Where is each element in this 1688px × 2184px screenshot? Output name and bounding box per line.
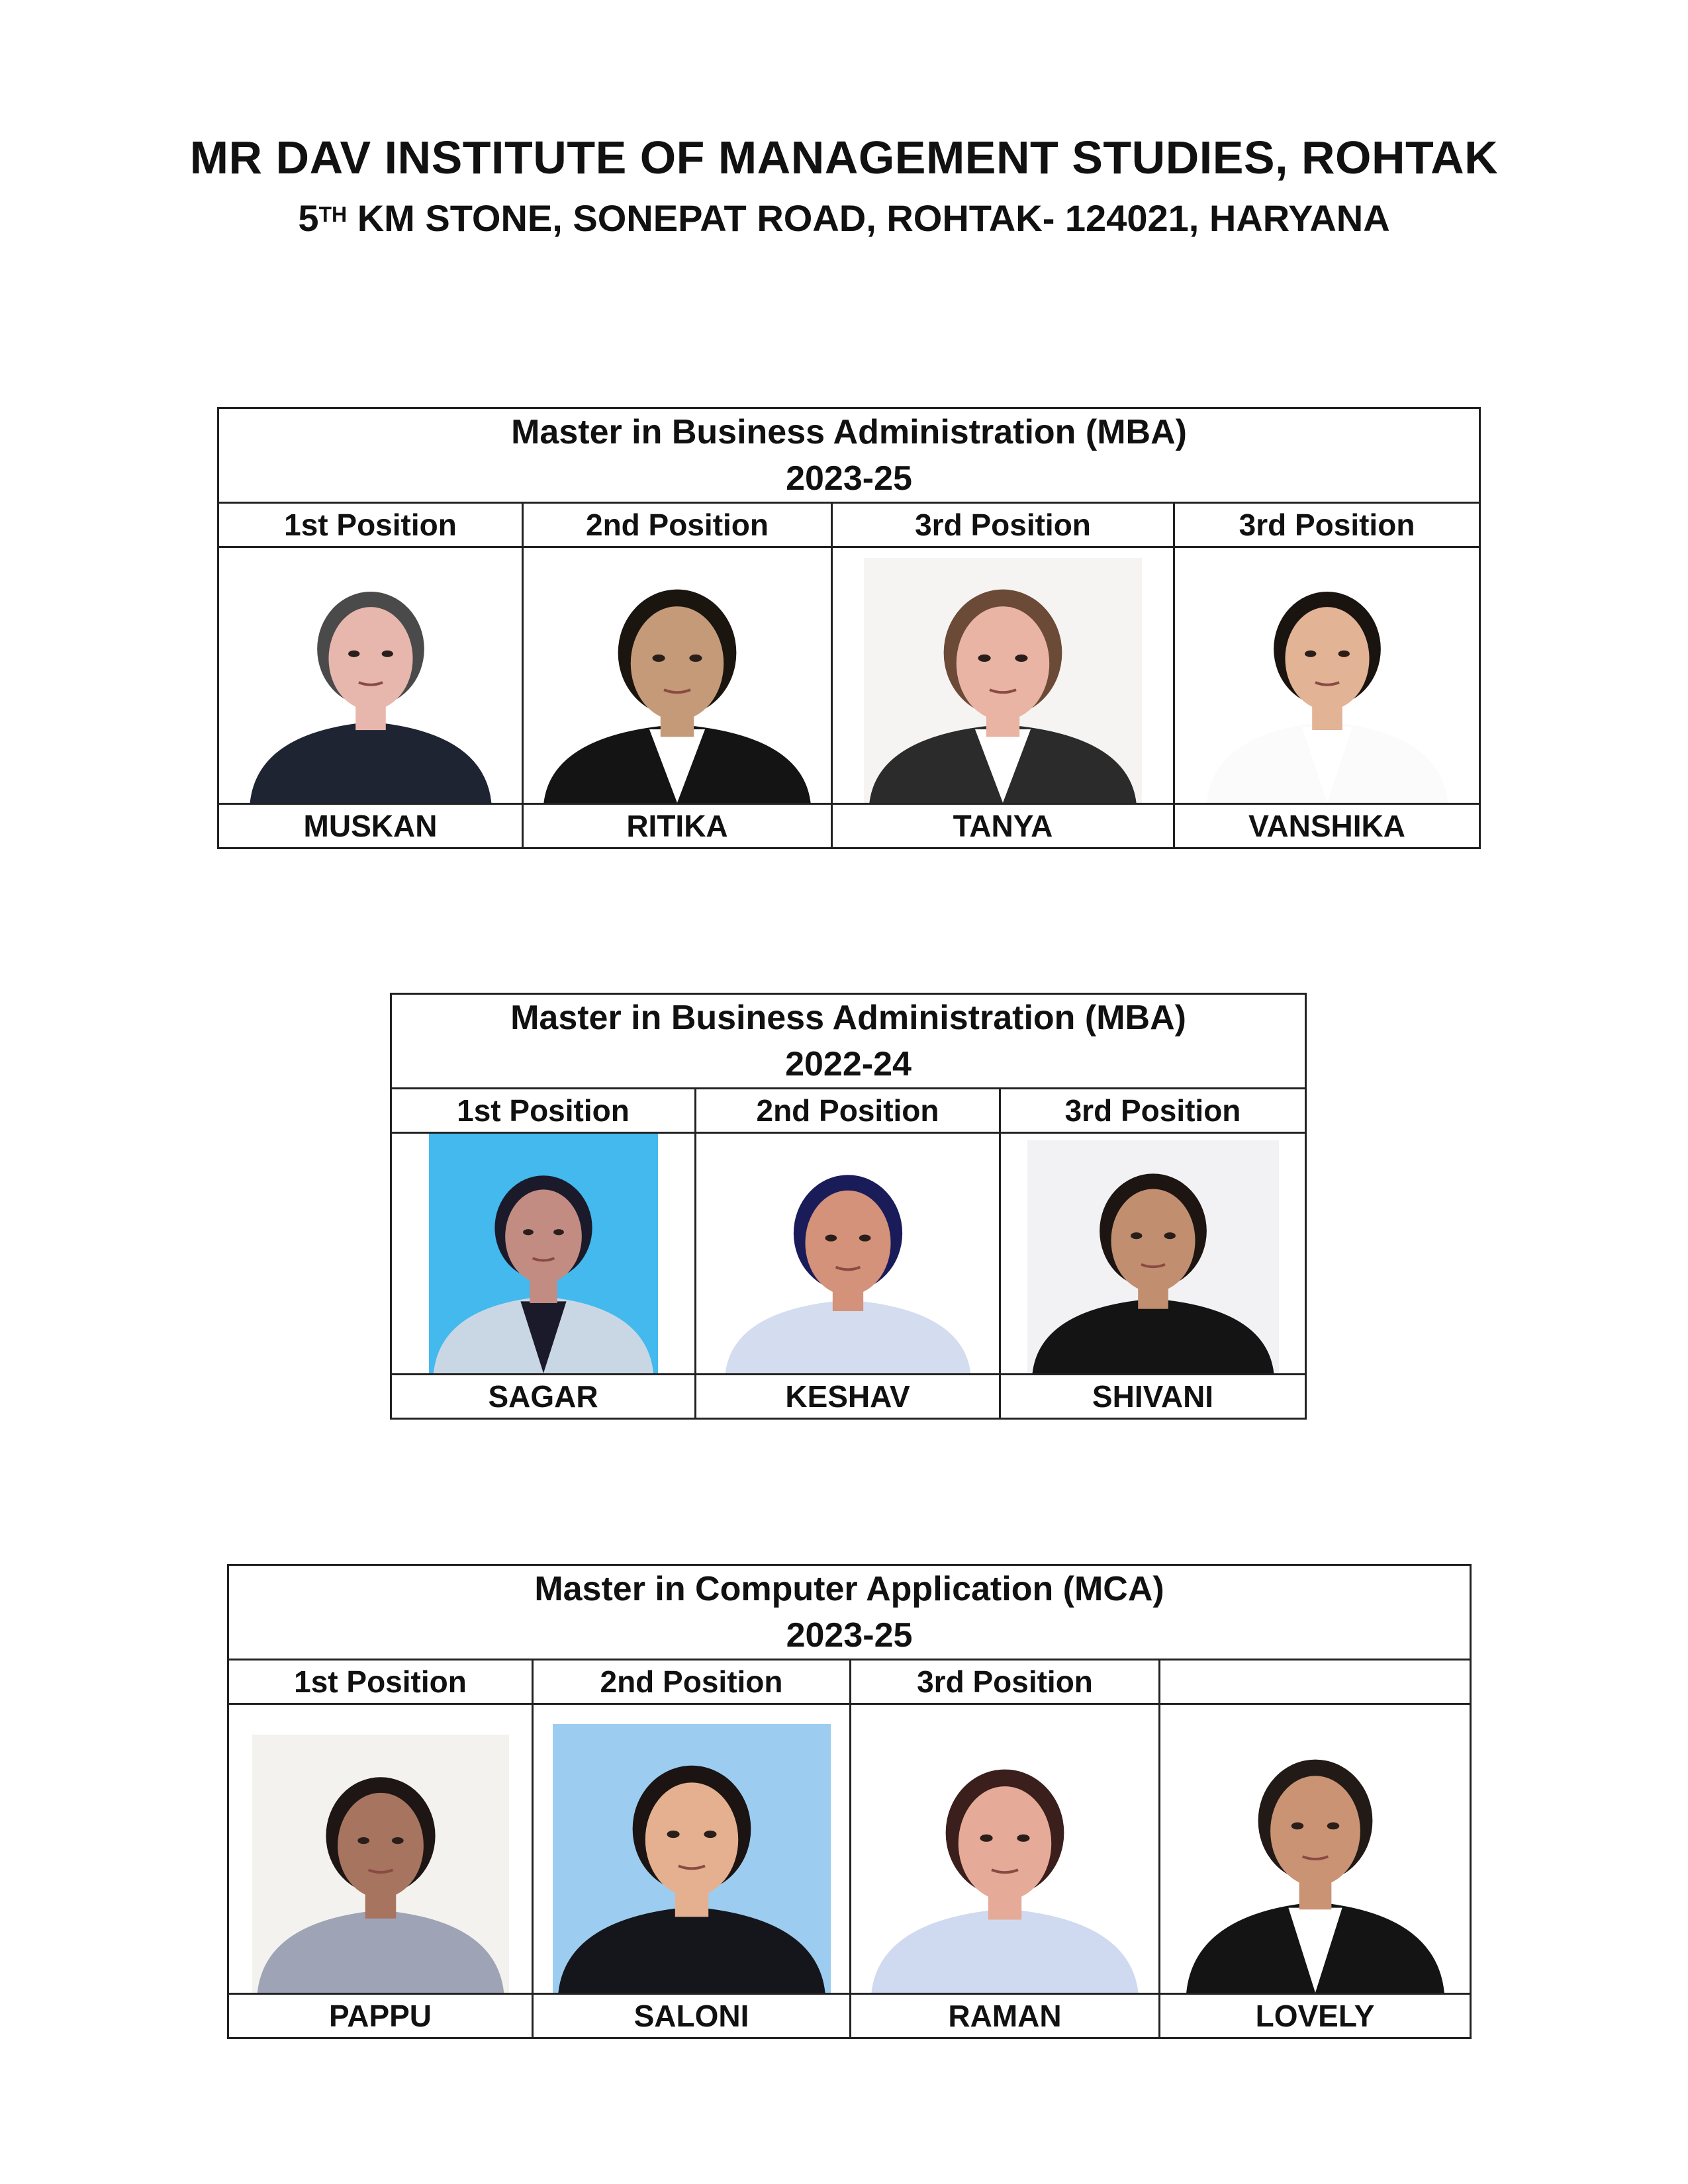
student-name: MUSKAN: [218, 804, 523, 848]
photo-eye: [348, 651, 359, 657]
photo-cell: [218, 547, 523, 804]
position-label: 3rd Position: [832, 503, 1174, 547]
photo-eye: [652, 655, 665, 662]
position-label: 3rd Position: [851, 1660, 1160, 1704]
student-name: RAMAN: [851, 1994, 1160, 2038]
photo-cell: [1000, 1133, 1306, 1375]
photo-face: [1111, 1189, 1195, 1292]
photo-eye: [689, 655, 702, 662]
student-name: SALONI: [533, 1994, 851, 2038]
photo-face: [1270, 1776, 1360, 1886]
student-name: PAPPU: [228, 1994, 533, 2038]
student-photo: [1201, 550, 1453, 803]
table-caption: [391, 994, 1306, 1089]
program-year: 2023-25: [786, 1616, 913, 1655]
photo-eye: [1305, 651, 1316, 657]
student-name: KESHAV: [696, 1375, 1000, 1419]
rank-table-mba-2022-24: [390, 993, 1307, 1420]
position-label: 1st Position: [218, 503, 523, 547]
student-photo: [429, 1134, 658, 1373]
table-caption: [218, 408, 1480, 503]
photo-cell: [851, 1704, 1160, 1994]
photo-face: [328, 607, 412, 710]
institute-address: 5TH KM STONE, SONEPAT ROAD, ROHTAK- 124021, HARYANA: [298, 197, 1390, 239]
photo-eye: [357, 1837, 369, 1844]
student-name: TANYA: [832, 804, 1174, 848]
program-year: 2022-24: [785, 1045, 912, 1083]
photo-eye: [1017, 1835, 1029, 1842]
photo-cell: [523, 547, 832, 804]
rank-table-mca-2023-25: [227, 1564, 1472, 2039]
photo-cell: [832, 547, 1174, 804]
student-name: LOVELY: [1160, 1994, 1471, 2038]
photo-eye: [825, 1235, 837, 1242]
photo-cell: [533, 1704, 851, 1994]
student-photo: [538, 558, 816, 803]
page-header: [0, 126, 1688, 245]
program-year: 2023-25: [786, 459, 912, 498]
photo-cell: [228, 1704, 533, 1994]
photo-eye: [704, 1831, 716, 1838]
position-label: 1st Position: [391, 1089, 696, 1133]
photo-face: [631, 606, 724, 720]
photo-eye: [553, 1229, 564, 1235]
photo-eye: [1164, 1232, 1175, 1239]
program-title: Master in Computer Application (MCA): [534, 1570, 1164, 1608]
student-name: VANSHIKA: [1174, 804, 1480, 848]
photo-eye: [523, 1229, 534, 1235]
institute-name: MR DAV INSTITUTE OF MANAGEMENT STUDIES, ROHTAK: [189, 132, 1499, 183]
photo-eye: [1015, 655, 1027, 662]
student-photo: [1181, 1709, 1450, 1993]
photo-cell: [391, 1133, 696, 1375]
table-caption: [228, 1565, 1471, 1660]
photo-cell: [696, 1133, 1000, 1375]
photo-face: [959, 1786, 1051, 1900]
photo-eye: [1131, 1232, 1142, 1239]
photo-eye: [391, 1837, 403, 1844]
photo-cell: [1174, 547, 1480, 804]
photo-eye: [1327, 1823, 1339, 1830]
student-photo: [245, 550, 496, 803]
photo-eye: [978, 655, 990, 662]
rank-table-mba-2023-25: [217, 407, 1481, 849]
position-label: 2nd Position: [523, 503, 832, 547]
position-label: 3rd Position: [1174, 503, 1480, 547]
photo-face: [805, 1191, 890, 1295]
student-photo: [864, 558, 1142, 803]
photo-eye: [1338, 651, 1349, 657]
photo-eye: [381, 651, 393, 657]
program-title: Master in Business Administration (MBA): [510, 999, 1186, 1037]
student-photo: [720, 1144, 976, 1373]
photo-face: [1285, 607, 1369, 710]
photo-eye: [980, 1835, 992, 1842]
position-label: 2nd Position: [696, 1089, 1000, 1133]
program-title: Master in Business Administration (MBA): [511, 413, 1187, 451]
photo-eye: [1291, 1823, 1303, 1830]
photo-face: [338, 1793, 424, 1898]
student-name: RITIKA: [523, 804, 832, 848]
student-name: SHIVANI: [1000, 1375, 1306, 1419]
student-photo: [252, 1735, 509, 1993]
photo-cell: [1160, 1704, 1471, 1994]
photo-eye: [859, 1235, 870, 1242]
photo-face: [505, 1189, 582, 1283]
student-photo: [866, 1731, 1144, 1993]
position-label-empty: [1160, 1660, 1471, 1704]
position-label: 1st Position: [228, 1660, 533, 1704]
student-photo: [1027, 1140, 1279, 1373]
photo-face: [957, 606, 1049, 720]
position-label: 2nd Position: [533, 1660, 851, 1704]
photo-eye: [667, 1831, 679, 1838]
student-photo: [553, 1724, 831, 1993]
position-label: 3rd Position: [1000, 1089, 1306, 1133]
student-name: SAGAR: [391, 1375, 696, 1419]
photo-face: [645, 1782, 737, 1896]
